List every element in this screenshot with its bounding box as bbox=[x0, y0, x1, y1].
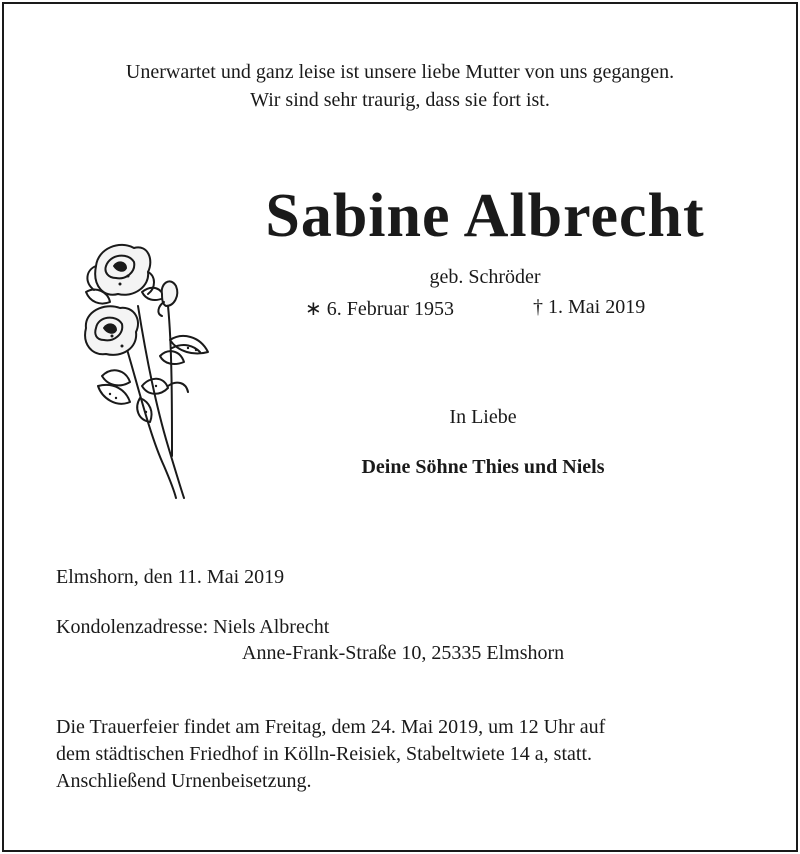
birth-date: ∗ 6. Februar 1953 bbox=[305, 298, 454, 320]
place-date: Elmshorn, den 11. Mai 2019 bbox=[56, 566, 285, 588]
maiden-name: geb. Schröder bbox=[429, 266, 541, 288]
intro-line-1: Unerwartet und ganz leise ist unsere liebe Mutter von uns gegangen. bbox=[125, 61, 675, 83]
deceased-name: Sabine Albrecht bbox=[265, 182, 705, 250]
intro-line-2: Wir sind sehr traurig, dass sie fort ist. bbox=[250, 89, 550, 111]
condolence-address-street: Anne-Frank-Straße 10, 25335 Elmshorn bbox=[242, 642, 565, 664]
condolence-address-label: Kondolenzadresse: Niels Albrecht bbox=[56, 616, 330, 638]
family-signature: Deine Söhne Thies und Niels bbox=[361, 456, 605, 478]
funeral-line-2: dem städtischen Friedhof in Kölln-Reisiek, Stabeltwiete 14 a, statt. bbox=[56, 743, 593, 765]
rose-icon bbox=[76, 236, 216, 506]
in-love-text: In Liebe bbox=[449, 406, 517, 428]
death-date: † 1. Mai 2019 bbox=[533, 296, 646, 318]
funeral-line-3: Anschließend Urnenbeisetzung. bbox=[56, 770, 312, 792]
funeral-line-1: Die Trauerfeier findet am Freitag, dem 24. Mai 2019, um 12 Uhr auf bbox=[56, 716, 606, 738]
